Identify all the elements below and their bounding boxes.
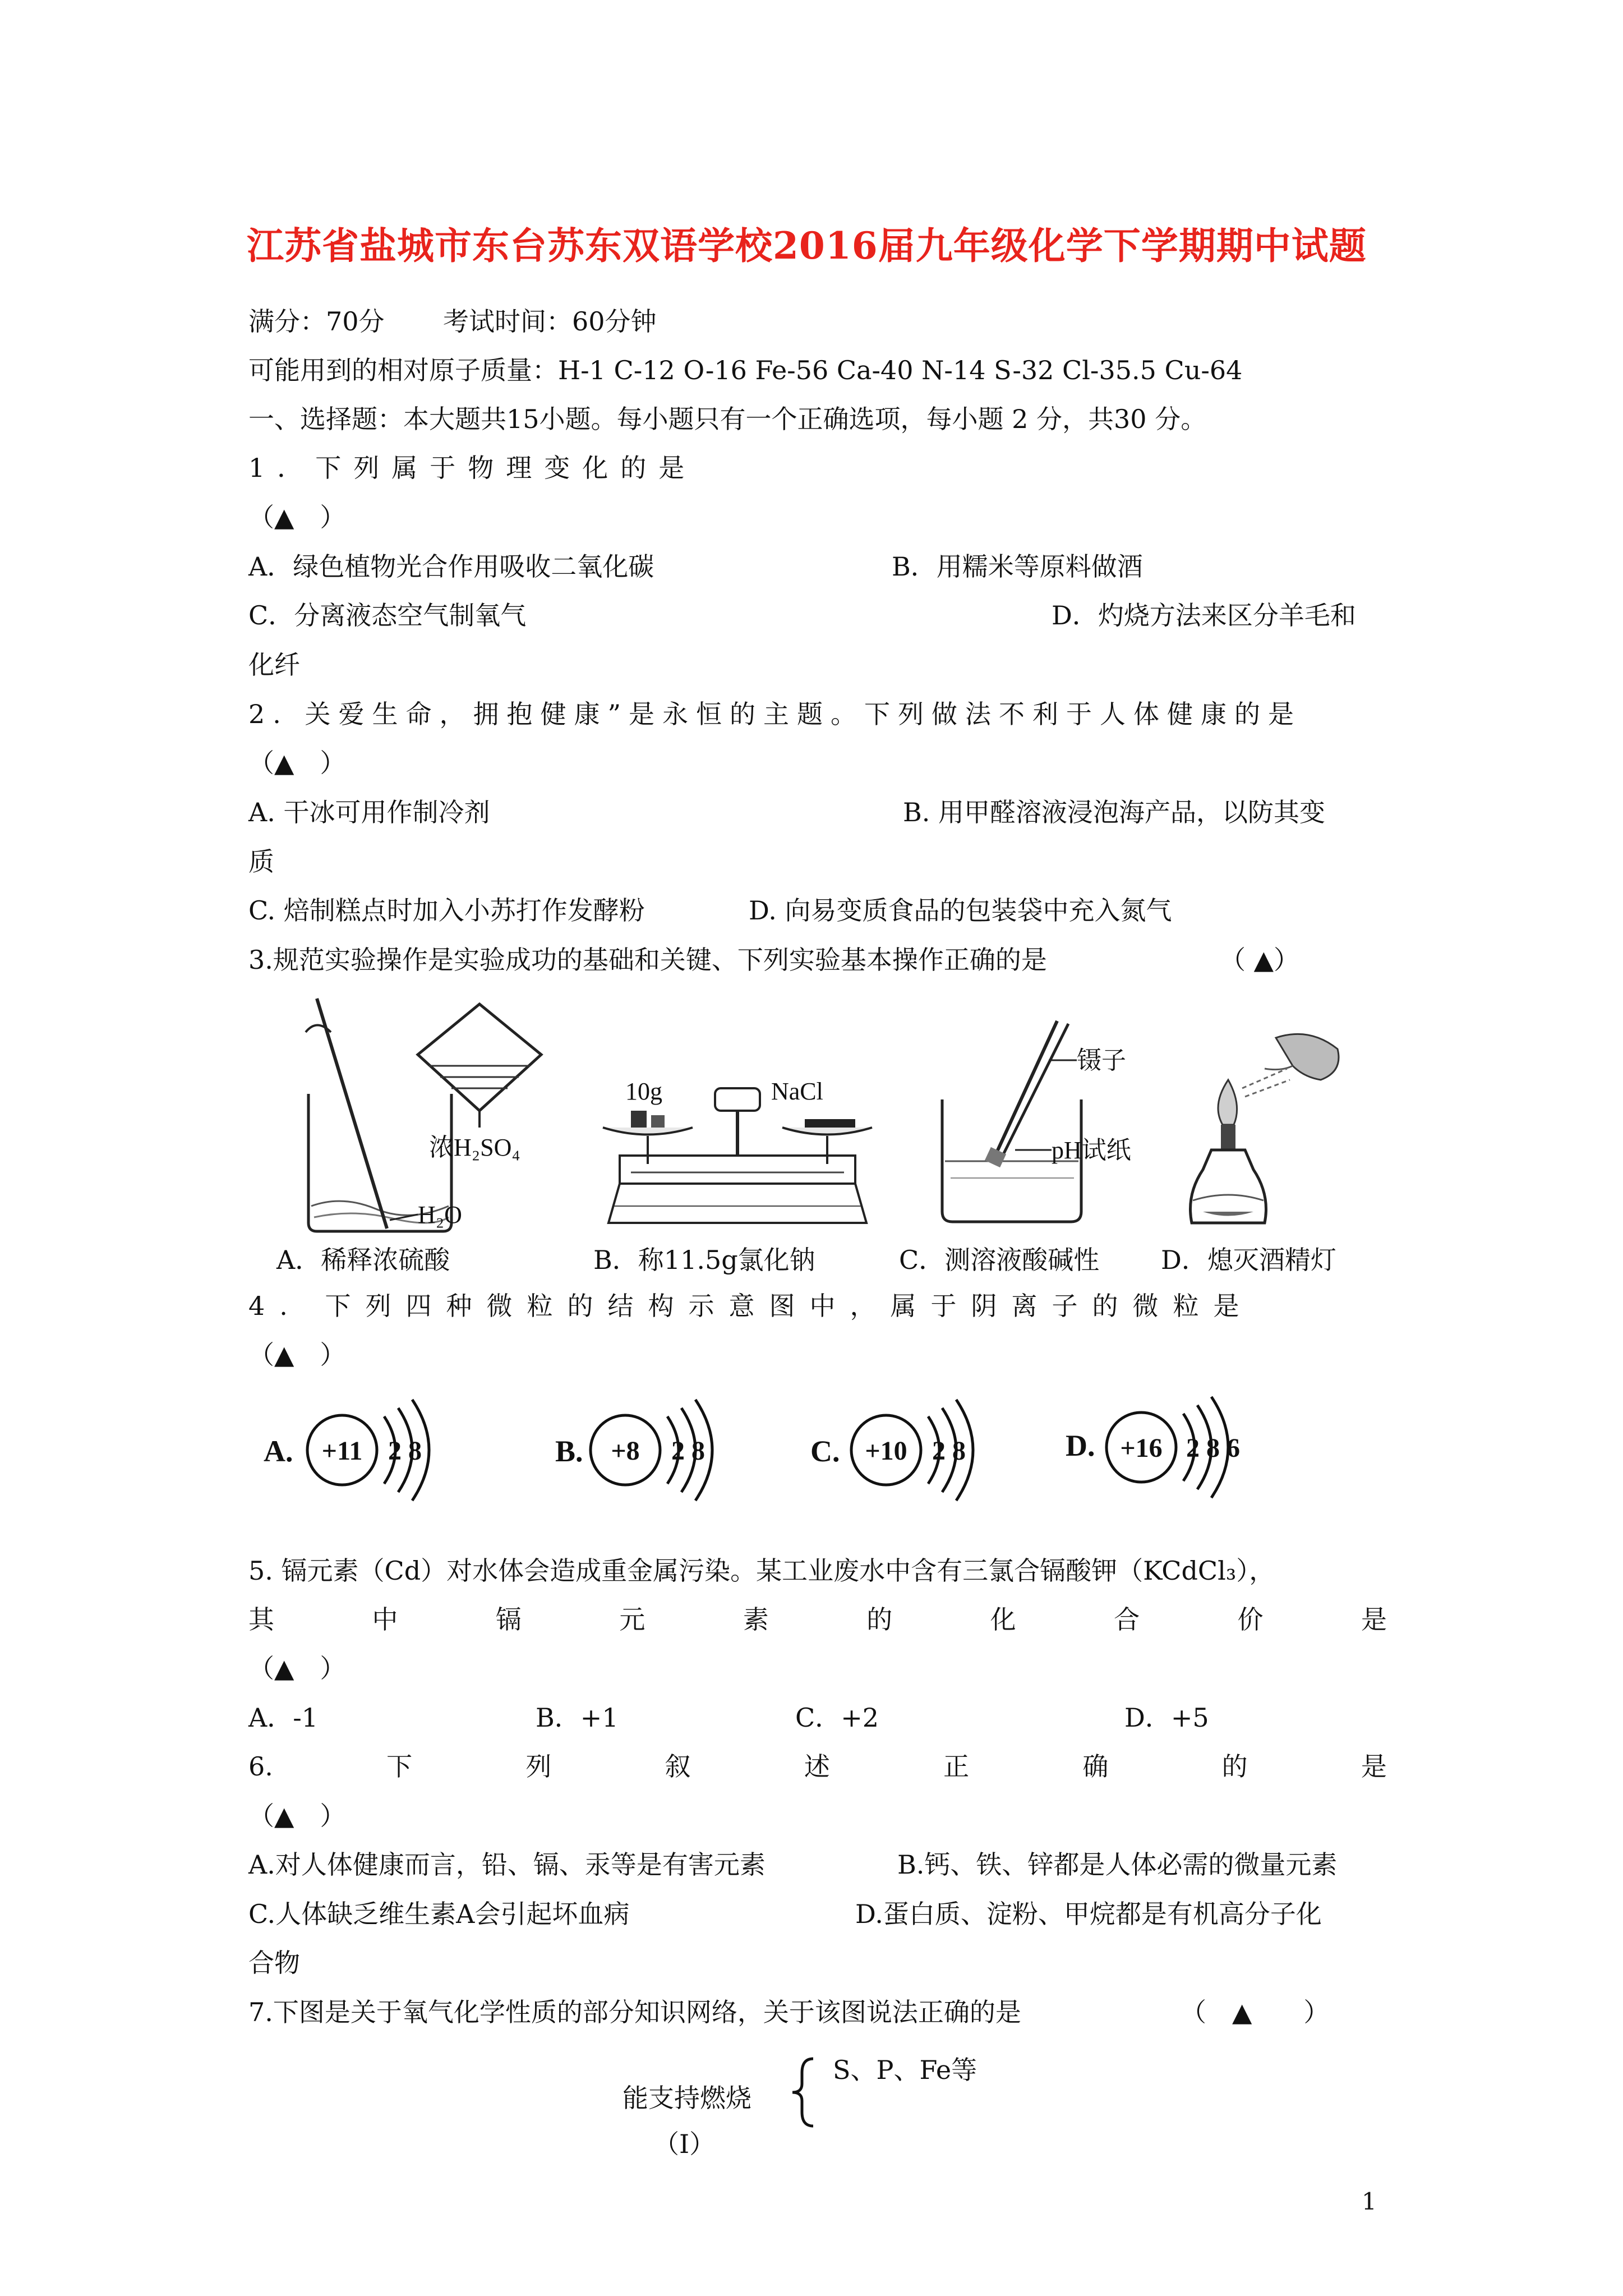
q6-answer-blank: （▲ ） [248, 1801, 346, 1831]
figure-balance [597, 1066, 889, 1228]
svg-text:D.: D. [1066, 1429, 1095, 1462]
salt-label: NaCl [771, 1078, 823, 1105]
q4-stem: 4. 下列四种微粒的结构示意图中，属于阴离子的微粒是 [248, 1291, 1254, 1321]
q1-option-d-cont: 化纤 [248, 650, 300, 680]
svg-text:2 8 6: 2 8 6 [1186, 1433, 1240, 1463]
q6-option-d: D.蛋白质、淀粉、甲烷都是有机高分子化 [855, 1899, 1322, 1929]
q2-option-b: B. 用甲醛溶液浸泡海产品，以防其变 [903, 797, 1326, 827]
diagram-examples: S、P、Fe等 [833, 2055, 978, 2085]
q3-option-a: A．稀释浓硫酸 [276, 1245, 450, 1275]
svg-text:2 8: 2 8 [388, 1436, 422, 1466]
q1-option-a: A．绿色植物光合作用吸收二氧化碳 [248, 551, 654, 582]
q1-option-c: C．分离液态空气制氧气 [248, 600, 527, 631]
q5-stem: 5. 镉元素（Cd）对水体会造成重金属污染。某工业废水中含有三氯合镉酸钾（KCdCl₃）， [248, 1556, 1275, 1586]
q5-option-a: A．-1 [248, 1703, 319, 1733]
atom-structure-diagrams [258, 1391, 1267, 1503]
svg-text:C.: C. [810, 1434, 840, 1468]
section-heading: 一、选择题：本大题共15小题。每小题只有一个正确选项，每小题 2 分，共30 分。 [248, 404, 1207, 434]
exam-title: 江苏省盐城市东台苏东双语学校2016届九年级化学下学期期中试题 [247, 224, 1367, 268]
q5-option-d: D．+5 [1124, 1703, 1209, 1733]
q4-answer-blank: （▲ ） [248, 1340, 346, 1370]
q5-option-b: B．+1 [536, 1703, 619, 1733]
q3-answer-blank: （ ▲） [1220, 945, 1299, 975]
q2-option-a: A. 干冰可用作制冷剂 [248, 797, 490, 827]
q2-stem: 2. 关爱生命，拥抱健康”是永恒的主题。下列做法不利于人体健康的是 [248, 699, 1302, 729]
q2-option-c: C. 焙制糕点时加入小苏打作发酵粉 [248, 895, 645, 926]
svg-text:A.: A. [264, 1434, 293, 1468]
q1-option-b: B．用糯米等原料做酒 [892, 551, 1143, 582]
tweezers-label: 镊子 [1077, 1047, 1126, 1074]
q3-option-b: B．称11.5g氯化钠 [593, 1245, 815, 1275]
svg-text:2 8: 2 8 [671, 1436, 705, 1466]
particle-b [555, 1400, 712, 1501]
q3-option-d: D．熄灭酒精灯 [1161, 1245, 1336, 1275]
q2-answer-blank: （▲ ） [248, 748, 346, 778]
svg-text:+16: +16 [1120, 1433, 1163, 1463]
ph-paper-label: pH试纸 [1052, 1137, 1131, 1164]
q6-option-a: A.对人体健康而言，铅、镉、汞等是有害元素 [248, 1849, 766, 1880]
atomic-masses: 可能用到的相对原子质量：H-1 C-12 O-16 Fe-56 Ca-40 N-14 S-32 Cl-35.5 Cu-64 [248, 355, 1243, 385]
mass-label: 10g [625, 1078, 662, 1105]
q6-stem: 6. 下 列 叙 述 正 确 的 是 [248, 1751, 1387, 1782]
q2-option-b-cont: 质 [248, 846, 274, 877]
svg-text:+10: +10 [865, 1436, 907, 1466]
acid-label: 浓H₂SO₄ [429, 1134, 520, 1161]
q6-option-c: C.人体缺乏维生素A会引起坏血病 [248, 1899, 630, 1929]
svg-text:+8: +8 [611, 1436, 640, 1466]
diagram-support-combustion: 能支持燃烧 [623, 2083, 751, 2113]
particle-d [1066, 1397, 1240, 1498]
q5-stem-line2: 其 中 镉 元 素 的 化 合 价 是 [248, 1604, 1387, 1635]
q5-answer-blank: （▲ ） [248, 1653, 346, 1683]
page-number: 1 [1362, 2188, 1377, 2215]
diagram-index: （Ⅰ） [653, 2129, 716, 2159]
q7-stem: 7.下图是关于氧气化学性质的部分知识网络，关于该图说法正确的是 [248, 1997, 1021, 2027]
particle-c [810, 1400, 973, 1501]
diagram-brace-icon [788, 2056, 822, 2129]
svg-text:+11: +11 [321, 1436, 363, 1466]
q1-option-d: D．灼烧方法来区分羊毛和 [1052, 600, 1356, 631]
q1-stem: 1．下列属于物理变化的是 [248, 453, 697, 483]
q1-answer-blank: （▲ ） [248, 502, 346, 532]
exam-time: 考试时间：60分钟 [443, 306, 657, 337]
q3-stem: 3.规范实验操作是实验成功的基础和关键、下列实验基本操作正确的是 [248, 945, 1047, 975]
q3-option-c: C．测溶液酸碱性 [899, 1245, 1100, 1275]
full-score: 满分：70分 [248, 306, 385, 337]
q6-option-b: B.钙、铁、锌都是人体必需的微量元素 [897, 1849, 1338, 1880]
figure-dilute-acid [292, 993, 550, 1240]
q7-answer-blank: （ ▲ ） [1181, 1997, 1330, 2027]
q6-option-d-cont: 合物 [248, 1948, 300, 1978]
svg-text:2 8: 2 8 [932, 1436, 966, 1466]
water-label: H₂O [418, 1201, 462, 1228]
q2-option-d: D. 向易变质食品的包装袋中充入氮气 [749, 895, 1172, 926]
svg-text:B.: B. [555, 1434, 583, 1468]
figure-ph-test [937, 1015, 1172, 1228]
particle-a [264, 1400, 429, 1501]
figure-alcohol-lamp [1181, 1027, 1349, 1228]
q5-option-c: C．+2 [795, 1703, 879, 1733]
